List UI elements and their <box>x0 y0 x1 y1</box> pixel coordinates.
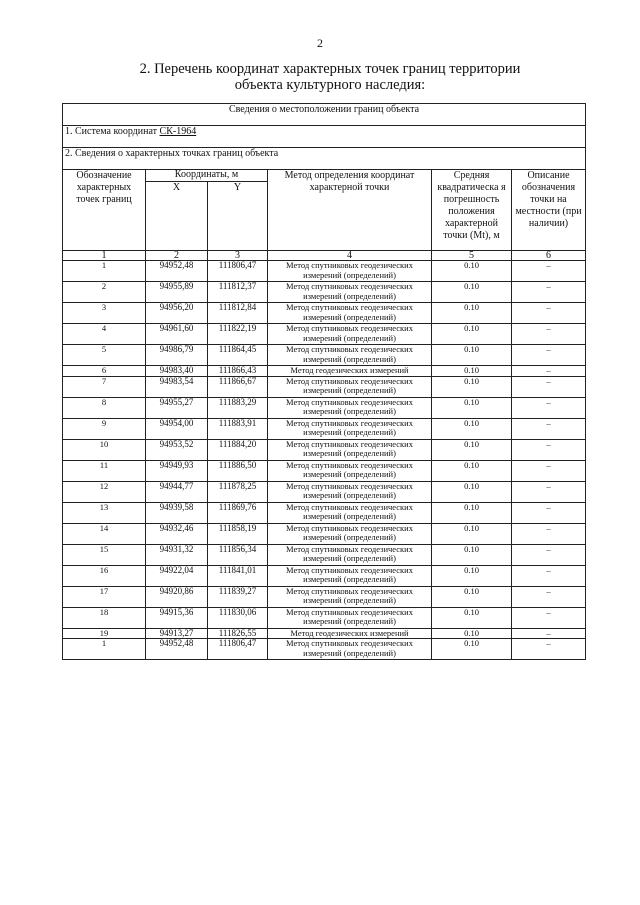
table-row <box>63 523 586 544</box>
method-cell: Метод геодезических измерений <box>268 366 432 377</box>
point-cell: 10 <box>63 439 146 460</box>
y-cell: 111822,19 <box>208 324 268 345</box>
heading-line-1: 2. Перечень координат характерных точек границ территории <box>139 61 521 77</box>
description-cell: – <box>512 628 586 639</box>
description-cell: – <box>512 366 586 377</box>
accuracy-cell: 0.10 <box>432 628 512 639</box>
point-cell: 11 <box>63 460 146 481</box>
table-row <box>63 418 586 439</box>
x-cell: 94922,04 <box>146 565 208 586</box>
description-cell: – <box>512 345 586 366</box>
method-cell: Метод спутниковых геодезических измерений (определений) <box>268 502 432 523</box>
table-row <box>63 366 586 377</box>
point-cell: 13 <box>63 502 146 523</box>
accuracy-cell: 0.10 <box>432 502 512 523</box>
table-row <box>63 397 586 418</box>
description-cell: – <box>512 397 586 418</box>
method-cell: Метод спутниковых геодезических измерений (определений) <box>268 544 432 565</box>
x-cell: 94955,27 <box>146 397 208 418</box>
accuracy-cell: 0.10 <box>432 366 512 377</box>
column-number: 5 <box>432 251 512 261</box>
x-cell: 94954,00 <box>146 418 208 439</box>
x-cell: 94920,86 <box>146 586 208 607</box>
x-cell: 94939,58 <box>146 502 208 523</box>
method-cell: Метод спутниковых геодезических измерений (определений) <box>268 397 432 418</box>
table-row <box>63 324 586 345</box>
coordinate-system-prefix: 1. Система координат <box>65 126 160 137</box>
point-cell: 8 <box>63 397 146 418</box>
point-cell: 17 <box>63 586 146 607</box>
method-cell: Метод спутниковых геодезических измерений (определений) <box>268 282 432 303</box>
description-cell: – <box>512 282 586 303</box>
y-cell: 111883,29 <box>208 397 268 418</box>
x-cell: 94955,89 <box>146 282 208 303</box>
point-cell: 6 <box>63 366 146 377</box>
table-row <box>63 261 586 282</box>
point-cell: 9 <box>63 418 146 439</box>
header-coordinates: Координаты, м <box>146 170 268 182</box>
table-row <box>63 565 586 586</box>
coordinate-system-name: СК-1964 <box>159 126 197 137</box>
document-heading <box>100 61 560 93</box>
accuracy-cell: 0.10 <box>432 439 512 460</box>
header-designation: Обозначение характерных точек границ <box>63 170 146 251</box>
table-row <box>63 303 586 324</box>
method-cell: Метод спутниковых геодезических измерений (определений) <box>268 261 432 282</box>
description-cell: – <box>512 261 586 282</box>
x-cell: 94932,46 <box>146 523 208 544</box>
y-cell: 111830,06 <box>208 607 268 628</box>
method-cell: Метод спутниковых геодезических измерений (определений) <box>268 439 432 460</box>
point-cell: 16 <box>63 565 146 586</box>
method-cell: Метод спутниковых геодезических измерений (определений) <box>268 607 432 628</box>
page-number: 2 <box>317 36 323 50</box>
point-cell: 7 <box>63 376 146 397</box>
y-cell: 111878,25 <box>208 481 268 502</box>
method-cell: Метод спутниковых геодезических измерений (определений) <box>268 324 432 345</box>
coordinates-table <box>62 103 586 660</box>
method-cell: Метод спутниковых геодезических измерений (определений) <box>268 460 432 481</box>
y-cell: 111806,47 <box>208 261 268 282</box>
accuracy-cell: 0.10 <box>432 481 512 502</box>
header-accuracy: Средняя квадратическа я погрешность положения характерной точки (Mt), м <box>432 170 512 251</box>
method-cell: Метод спутниковых геодезических измерений (определений) <box>268 481 432 502</box>
x-cell: 94953,52 <box>146 439 208 460</box>
table-row <box>63 460 586 481</box>
accuracy-cell: 0.10 <box>432 523 512 544</box>
column-number: 1 <box>63 251 146 261</box>
method-cell: Метод спутниковых геодезических измерений (определений) <box>268 376 432 397</box>
description-cell: – <box>512 607 586 628</box>
x-cell: 94961,60 <box>146 324 208 345</box>
y-cell: 111864,45 <box>208 345 268 366</box>
point-cell: 1 <box>63 261 146 282</box>
description-cell: – <box>512 481 586 502</box>
table-row <box>63 481 586 502</box>
accuracy-cell: 0.10 <box>432 565 512 586</box>
description-cell: – <box>512 586 586 607</box>
accuracy-cell: 0.10 <box>432 607 512 628</box>
point-cell: 14 <box>63 523 146 544</box>
accuracy-cell: 0.10 <box>432 639 512 660</box>
y-cell: 111806,47 <box>208 639 268 660</box>
method-cell: Метод спутниковых геодезических измерений (определений) <box>268 639 432 660</box>
x-cell: 94986,79 <box>146 345 208 366</box>
method-cell: Метод спутниковых геодезических измерений (определений) <box>268 586 432 607</box>
description-cell: – <box>512 460 586 481</box>
header-method: Метод определения координат характерной точки <box>268 170 432 251</box>
point-cell: 5 <box>63 345 146 366</box>
y-cell: 111841,01 <box>208 565 268 586</box>
x-cell: 94915,36 <box>146 607 208 628</box>
table-row <box>63 639 586 660</box>
x-cell: 94952,48 <box>146 639 208 660</box>
y-cell: 111866,43 <box>208 366 268 377</box>
description-cell: – <box>512 502 586 523</box>
point-cell: 2 <box>63 282 146 303</box>
description-cell: – <box>512 324 586 345</box>
header-x: X <box>146 182 208 251</box>
description-cell: – <box>512 523 586 544</box>
table-row <box>63 607 586 628</box>
table-row <box>63 502 586 523</box>
column-number: 3 <box>208 251 268 261</box>
x-cell: 94952,48 <box>146 261 208 282</box>
x-cell: 94956,20 <box>146 303 208 324</box>
point-cell: 15 <box>63 544 146 565</box>
description-cell: – <box>512 418 586 439</box>
accuracy-cell: 0.10 <box>432 345 512 366</box>
point-cell: 3 <box>63 303 146 324</box>
method-cell: Метод геодезических измерений <box>268 628 432 639</box>
accuracy-cell: 0.10 <box>432 303 512 324</box>
table-row <box>63 282 586 303</box>
accuracy-cell: 0.10 <box>432 544 512 565</box>
accuracy-cell: 0.10 <box>432 586 512 607</box>
y-cell: 111812,37 <box>208 282 268 303</box>
method-cell: Метод спутниковых геодезических измерений (определений) <box>268 565 432 586</box>
y-cell: 111886,50 <box>208 460 268 481</box>
x-cell: 94913,27 <box>146 628 208 639</box>
header-description: Описание обозначения точки на местности (при наличии) <box>512 170 586 251</box>
accuracy-cell: 0.10 <box>432 397 512 418</box>
y-cell: 111856,34 <box>208 544 268 565</box>
coordinate-system <box>63 126 586 148</box>
description-cell: – <box>512 639 586 660</box>
method-cell: Метод спутниковых геодезических измерений (определений) <box>268 523 432 544</box>
points-title: 2. Сведения о характерных точках границ объекта <box>63 148 586 170</box>
accuracy-cell: 0.10 <box>432 282 512 303</box>
y-cell: 111884,20 <box>208 439 268 460</box>
table-row <box>63 345 586 366</box>
y-cell: 111858,19 <box>208 523 268 544</box>
x-cell: 94944,77 <box>146 481 208 502</box>
table-row <box>63 586 586 607</box>
y-cell: 111883,91 <box>208 418 268 439</box>
table-row <box>63 544 586 565</box>
point-cell: 4 <box>63 324 146 345</box>
column-number: 2 <box>146 251 208 261</box>
y-cell: 111826,55 <box>208 628 268 639</box>
point-cell: 12 <box>63 481 146 502</box>
heading-line-2: объекта культурного наследия: <box>234 77 426 93</box>
description-cell: – <box>512 544 586 565</box>
table-row <box>63 628 586 639</box>
accuracy-cell: 0.10 <box>432 460 512 481</box>
table-row <box>63 439 586 460</box>
header-y: Y <box>208 182 268 251</box>
y-cell: 111839,27 <box>208 586 268 607</box>
section-title: Сведения о местоположении границ объекта <box>63 104 586 126</box>
x-cell: 94983,40 <box>146 366 208 377</box>
description-cell: – <box>512 439 586 460</box>
point-cell: 18 <box>63 607 146 628</box>
method-cell: Метод спутниковых геодезических измерений (определений) <box>268 345 432 366</box>
accuracy-cell: 0.10 <box>432 324 512 345</box>
accuracy-cell: 0.10 <box>432 376 512 397</box>
method-cell: Метод спутниковых геодезических измерений (определений) <box>268 418 432 439</box>
description-cell: – <box>512 565 586 586</box>
x-cell: 94983,54 <box>146 376 208 397</box>
column-number: 4 <box>268 251 432 261</box>
point-cell: 1 <box>63 639 146 660</box>
column-number: 6 <box>512 251 586 261</box>
description-cell: – <box>512 376 586 397</box>
y-cell: 111869,76 <box>208 502 268 523</box>
accuracy-cell: 0.10 <box>432 418 512 439</box>
point-cell: 19 <box>63 628 146 639</box>
x-cell: 94949,93 <box>146 460 208 481</box>
description-cell: – <box>512 303 586 324</box>
method-cell: Метод спутниковых геодезических измерений (определений) <box>268 303 432 324</box>
table-row <box>63 376 586 397</box>
y-cell: 111866,67 <box>208 376 268 397</box>
y-cell: 111812,84 <box>208 303 268 324</box>
accuracy-cell: 0.10 <box>432 261 512 282</box>
x-cell: 94931,32 <box>146 544 208 565</box>
